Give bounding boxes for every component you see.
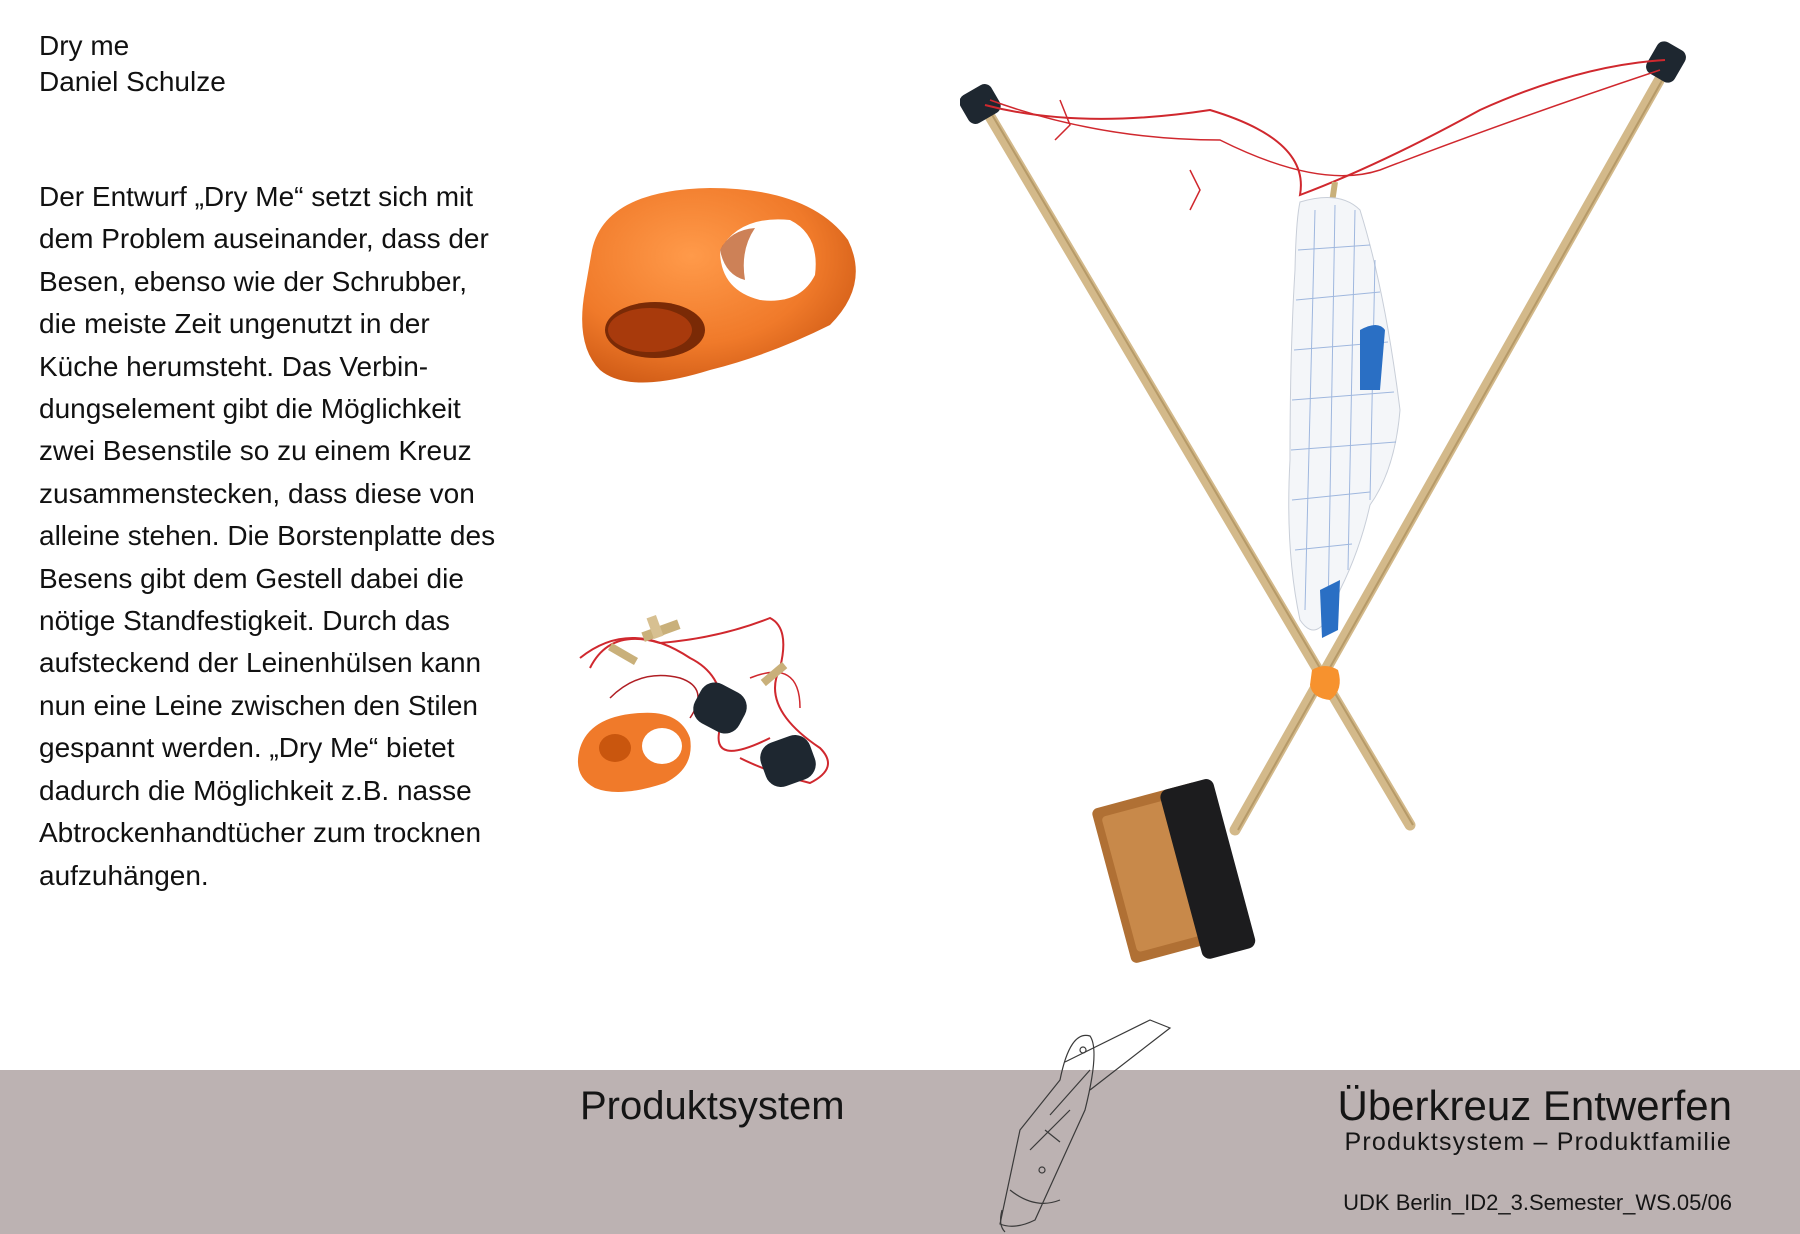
header (39, 28, 226, 100)
description-line: dem Problem auseinander, dass der (39, 223, 489, 255)
author-name: Daniel Schulze (39, 66, 226, 97)
footer-section-label: Produktsystem (580, 1084, 845, 1128)
footer-subtitle: Produktsystem – Produktfamilie (1344, 1128, 1732, 1156)
description-line: aufsteckend der Leinenhülsen kann (39, 647, 482, 679)
description-line: Der Entwurf „Dry Me“ setzt sich mit (39, 181, 474, 212)
page-title: Dry me (39, 30, 130, 61)
footer-band (0, 1070, 1800, 1234)
description-line: dungselement gibt die Möglichkeit (39, 393, 461, 425)
description-line: gespannt werden. „Dry Me“ bietet (39, 732, 455, 764)
kit-photo (570, 598, 860, 828)
description-line: die meiste Zeit ungenutzt in der (39, 308, 430, 340)
description-line: zusammenstecken, dass diese von (39, 477, 475, 509)
footer-credit: UDK Berlin_ID2_3.Semester_WS.05/06 (1343, 1190, 1732, 1215)
stand-photo (960, 30, 1700, 980)
description-line: alleine stehen. Die Borstenplatte des (39, 520, 496, 552)
description-line: Besens gibt dem Gestell dabei die (39, 562, 464, 594)
connector-photo (570, 180, 860, 405)
footer-title: Überkreuz Entwerfen (1337, 1082, 1732, 1129)
description-text (39, 176, 544, 897)
description-line: nun eine Leine zwischen den Stilen (39, 689, 478, 721)
description-line: Abtrockenhandtücher zum trocknen (39, 817, 482, 849)
description-line: Küche herumsteht. Das Verbin- (39, 350, 429, 382)
description-line: Besen, ebenso wie der Schrubber, (39, 265, 468, 297)
description-line: dadurch die Möglichkeit z.B. nasse (39, 774, 472, 806)
description-line: nötige Standfestigkeit. Durch das (39, 605, 450, 637)
description-line: zwei Besenstile so zu einem Kreuz (39, 435, 472, 467)
broom-sketch (990, 1010, 1190, 1234)
description-line: aufzuhängen. (39, 859, 209, 891)
